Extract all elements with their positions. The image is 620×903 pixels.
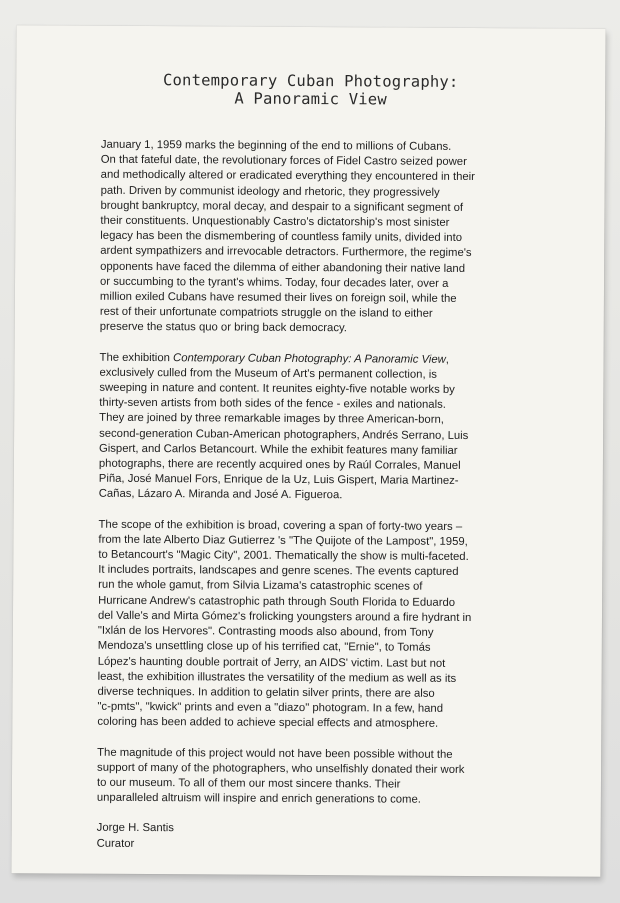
curator-name: Jorge H. Santis xyxy=(96,822,174,835)
paragraph-line: Gispert, and Carlos Betancourt. While the exhibit features many familiar xyxy=(98,442,458,457)
text-run: The exhibition xyxy=(99,351,174,364)
paragraph-line: legacy has been the dismembering of countless family units, divided into xyxy=(100,229,463,245)
paragraph-line: ardent sympathizers and irrevocable detractors. Furthermore, the regime's xyxy=(100,245,472,260)
paragraph-line: "c-pmts", "kwick" prints and even a "diazo" photogram. In a few, hand xyxy=(97,700,444,715)
paragraph-line: "Ixlán de los Hervores". Contrasting moods also abound, from Tony xyxy=(97,624,434,639)
paragraph-line: It includes portraits, landscapes and genre scenes. The events captured xyxy=(98,563,459,579)
paragraph-2 xyxy=(99,350,545,505)
paragraph-line: to Betancourt's "Magic City", 2001. Thematically the show is multi-faceted. xyxy=(98,548,469,564)
paragraph-line: Mendoza's unsettling close up of his terrified cat, "Ernie", to Tomás xyxy=(97,640,431,655)
paragraph-line: January 1, 1959 marks the beginning of the end to millions of Cubans. xyxy=(100,138,452,153)
signature-block xyxy=(97,821,542,854)
paragraph-line: their constituents. Unquestionably Castro's dictatorship's most sinister xyxy=(100,214,450,229)
statement-body xyxy=(97,138,546,854)
exhibition-title-italic: Contemporary Cuban Photography: A Panoramic View xyxy=(173,351,446,366)
title-line-1: Contemporary Cuban Photography: xyxy=(162,71,459,91)
paragraph-line: from the late Alberto Diaz Gutierrez 's "The Quijote of the Lampost", 1959, xyxy=(98,533,468,548)
paragraph-line: path. Driven by communist ideology and rhetoric, they progressively xyxy=(100,184,440,199)
paragraph-line: Piña, José Manuel Fors, Enrique de la Uz, Luis Gispert, Maria Martinez- xyxy=(98,472,459,488)
paragraph-line: and methodically altered or eradicated everything they encountered in their xyxy=(100,169,475,184)
paragraph-line: exclusively culled from the Museum of Art's permanent collection, is xyxy=(99,366,437,381)
paragraph-line: On that fateful date, the revolutionary forces of Fidel Castro seized power xyxy=(100,153,467,169)
paragraph-line: photographs, there are recently acquired ones by Raúl Corrales, Manuel xyxy=(98,457,461,472)
paragraph-line: support of many of the photographers, who unselfishly donated their work xyxy=(97,761,465,776)
wall-text-panel xyxy=(11,25,605,877)
title-line-2: A Panoramic View xyxy=(234,89,387,109)
paragraph-line: coloring has been added to achieve special effects and atmosphere. xyxy=(97,716,439,731)
paragraph-line: López's haunting double portrait of Jerry, an AIDS' victim. Last but not xyxy=(97,655,446,670)
paragraph-line: opponents have faced the dilemma of either abandoning their native land xyxy=(100,260,466,275)
paragraph-line: preserve the status quo or bring back democracy. xyxy=(99,321,347,335)
paragraph-line: brought bankruptcy, moral decay, and despair to a significant segment of xyxy=(100,199,464,214)
paragraph-line: thirty-seven artists from both sides of the fence - exiles and nationals. xyxy=(99,396,446,412)
paragraph-line: del Valle's and Mirta Gómez's frolicking youngsters around a fire hydrant in xyxy=(97,609,472,624)
paragraph-line: Hurricane Andrew's catastrophic path through South Florida to Eduardo xyxy=(98,594,456,609)
paragraph-line: diverse techniques. In addition to gelatin silver prints, there are also xyxy=(97,685,435,700)
paragraph-line: million exiled Cubans have resumed their lives on foreign soil, while the xyxy=(99,290,457,305)
paragraph-1 xyxy=(100,138,546,338)
paragraph-line: The magnitude of this project would not have been possible without the xyxy=(97,746,453,761)
paragraph-line: second-generation Cuban-American photographers, Andrés Serrano, Luis xyxy=(99,427,469,442)
paragraph-line: or succumbing to the tyrant's whims. Today, four decades later, over a xyxy=(99,275,449,290)
paragraph-3 xyxy=(97,517,543,733)
paragraph-line: They are joined by three remarkable images by three American-born, xyxy=(99,412,444,427)
paragraph-line: sweeping in nature and content. It reunites eighty-five notable works by xyxy=(99,381,455,396)
paragraph-4 xyxy=(97,745,542,809)
paragraph-line: The scope of the exhibition is broad, covering a span of forty-two years – xyxy=(98,518,463,533)
paragraph-line: unparalleled altruism will inspire and enrich generations to come. xyxy=(96,791,421,806)
paragraph-line: Cañas, Lázaro A. Miranda and José A. Figueroa. xyxy=(98,488,343,502)
paragraph-line: least, the exhibition illustrates the versatility of the medium as well as its xyxy=(97,670,457,685)
exhibition-title xyxy=(16,70,605,110)
paragraph-line: run the whole gamut, from Silvia Lizama's catastrophic scenes of xyxy=(98,579,423,594)
text-run: , xyxy=(445,353,449,366)
paragraph-line: to our museum. To all of them our most sincere thanks. Their xyxy=(96,776,401,791)
curator-role: Curator xyxy=(96,837,135,850)
paragraph-line: rest of their unfortunate compatriots struggle on the island to either xyxy=(99,305,433,320)
